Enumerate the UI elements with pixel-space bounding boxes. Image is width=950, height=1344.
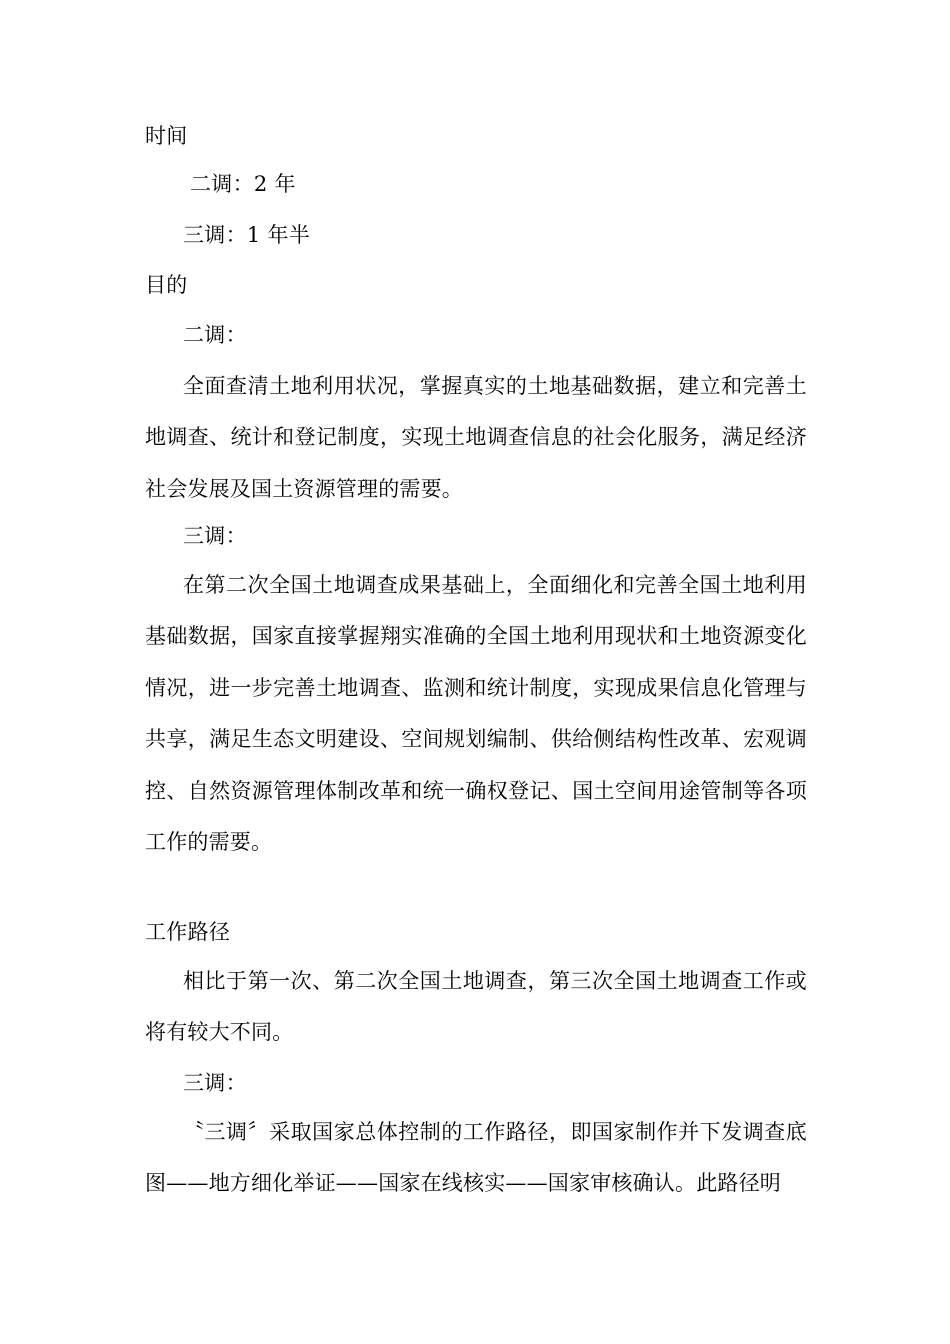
path-santiao-label: 三调： [183,1071,247,1095]
purpose-ertiao-paragraph: 全面查清土地利用状况，掌握真实的土地基础数据，建立和完善土地调查、统计和登记制度，实现土地调查信息的社会化服务，满足经济社会发展及国土资源管理的需要。 [145,374,807,501]
purpose-santiao-paragraph: 在第二次全国土地调查成果基础上，全面细化和完善全国土地利用基础数据，国家直接掌握翔实准确的全国土地利用现状和土地资源变化情况，进一步完善土地调查、监测和统计制度，实现成果信息化管理与共享，满足生态文明建设、空间规划编制、供给侧结构性改革、宏观调控、自然资源管理体制改革和统一确权登记、国土空间用途管制等各项工作的需要。 [145,573,807,855]
purpose-heading: 目的 [145,273,188,297]
time-heading: 时间 [145,124,188,148]
purpose-santiao-label: 三调： [183,524,247,548]
path-santiao-paragraph: 〝三调〞采取国家总体控制的工作路径，即国家制作并下发调查底图——地方细化举证——国家在线核实——国家审核确认。此路径明 [145,1120,807,1196]
time-santiao: 三调：1 年半 [183,223,311,247]
time-ertiao: 二调：2 年 [190,172,296,196]
path-heading: 工作路径 [145,920,231,944]
purpose-ertiao-label: 二调： [183,323,247,347]
path-intro-paragraph: 相比于第一次、第二次全国土地调查，第三次全国土地调查工作或将有较大不同。 [145,969,807,1045]
